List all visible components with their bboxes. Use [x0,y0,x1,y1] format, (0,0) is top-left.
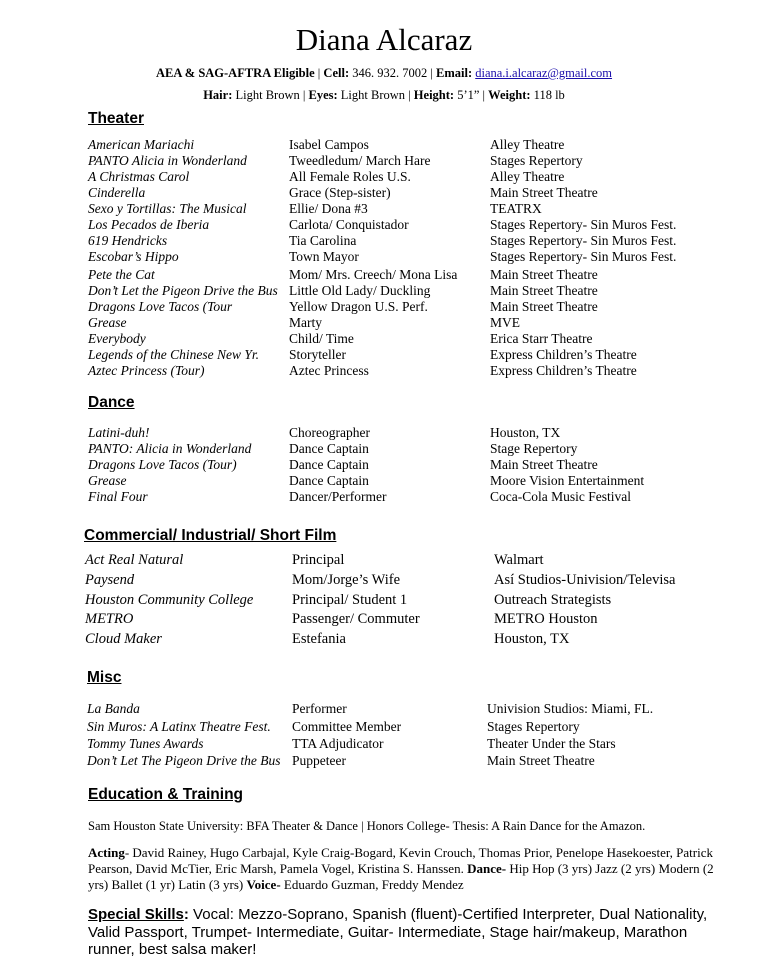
credit-title: METRO [85,611,134,627]
credit-role: Ellie/ Dona #3 [289,201,368,216]
credit-title: Aztec Princess (Tour) [88,363,205,378]
credit-venue: Main Street Theatre [490,457,598,472]
credit-title: Everybody [88,331,146,346]
dance-heading: Dance [88,394,135,411]
training-paragraph: Acting- David Rainey, Hugo Carbajal, Kyle Craig-Bogard, Kevin Crouch, Thomas Prior, Penelope Hasekoester, Patrick Pearson, David McTier, Eric Marsh, Pamela Vogel, Kristina S. Hanssen. Dance- Hip Hop (3 yrs) Jazz (2 yrs) Modern (2 yrs) Ballet (1 yr) Latin (3 yrs) Voice- Eduardo Guzman, Freddy Mendez [88,845,714,892]
theater-credit-row [0,347,768,363]
credit-title: Grease [88,473,127,488]
credit-title: Houston Community College [85,592,254,608]
credit-title: PANTO Alicia in Wonderland [88,153,247,168]
misc-credit-row [0,701,768,717]
credit-venue: Main Street Theatre [490,299,598,314]
theater-credit-row [0,363,768,379]
misc-credit-row [0,753,768,769]
credit-role: Puppeteer [292,753,346,768]
theater-credit-row [0,315,768,331]
credit-role: Tia Carolina [289,233,357,248]
credit-title: Final Four [88,489,148,504]
dance-credit-row [0,425,768,441]
credit-venue: METRO Houston [494,611,598,627]
credit-role: Estefania [292,631,346,647]
commercial-heading: Commercial/ Industrial/ Short Film [84,527,337,544]
credit-title: Los Pecados de Iberia [88,217,210,232]
credit-role: Principal/ Student 1 [292,592,408,608]
commercial-credit-row [0,552,768,568]
commercial-credit-row [0,631,768,647]
credit-role: Mom/Jorge’s Wife [292,572,401,588]
credit-venue: Stages Repertory [490,153,583,168]
cell-label: Cell: [323,66,350,80]
credit-role: Passenger/ Commuter [292,611,420,627]
theater-credit-row [0,169,768,185]
theater-credit-row [0,283,768,299]
credit-role: Storyteller [289,347,346,362]
credit-title: Paysend [85,572,135,588]
cell-number: 346. 932. 7002 | [349,66,436,80]
credit-role: Yellow Dragon U.S. Perf. [289,299,428,314]
credit-role: Isabel Campos [289,137,369,152]
misc-credit-row [0,736,768,752]
credit-venue: Univision Studios: Miami, FL. [487,701,654,716]
special-skills: Special Skills: Vocal: Mezzo-Soprano, Spanish (fluent)-Certified Interpreter, Dual Nationality, Valid Passport, Trumpet- Intermediate, Guitar- Intermediate, Stage hair/makeup, Marathon runner, best salsa maker! [88,906,708,958]
credit-venue: Main Street Theatre [490,185,598,200]
credit-title: 619 Hendricks [88,233,168,248]
credit-title: Grease [88,315,127,330]
misc-credit-row [0,719,768,735]
theater-credit-row [0,233,768,249]
credit-venue: TEATRX [490,201,542,216]
theater-credit-row [0,331,768,347]
credit-venue: Alley Theatre [490,169,565,184]
credit-title: Dragons Love Tacos (Tour [88,299,233,314]
credit-venue: Alley Theatre [490,137,565,152]
credit-venue: Main Street Theatre [490,283,598,298]
credit-venue: Erica Starr Theatre [490,331,593,346]
credit-title: La Banda [87,701,140,716]
misc-heading: Misc [87,669,122,686]
credit-role: Marty [289,315,322,330]
credit-venue: Main Street Theatre [490,267,598,282]
theater-credit-row [0,249,768,265]
credit-role: Tweedledum/ March Hare [289,153,431,168]
dance-credit-row [0,457,768,473]
credit-venue: Outreach Strategists [494,592,612,608]
credit-title: A Christmas Carol [88,169,190,184]
education-heading: Education & Training [88,786,244,803]
credit-role: Dance Captain [289,473,369,488]
credit-title: Legends of the Chinese New Yr. [88,347,259,362]
credit-venue: Stages Repertory- Sin Muros Fest. [490,233,677,248]
credit-title: Act Real Natural [85,552,184,568]
theater-credit-row [0,267,768,283]
credit-role: Committee Member [292,719,402,734]
dance-credit-row [0,473,768,489]
credit-venue: Stage Repertory [490,441,578,456]
credit-role: Mom/ Mrs. Creech/ Mona Lisa [289,267,458,282]
credit-venue: Houston, TX [490,425,561,440]
credit-title: Tommy Tunes Awards [87,736,204,751]
credit-venue: Coca-Cola Music Festival [490,489,631,504]
credit-role: Carlota/ Conquistador [289,217,409,232]
credit-venue: Stages Repertory- Sin Muros Fest. [490,249,677,264]
commercial-credit-row [0,572,768,588]
theater-heading: Theater [88,110,144,127]
theater-credit-row [0,185,768,201]
credit-venue: Walmart [494,552,544,568]
education-school: Sam Houston State University: BFA Theater & Dance | Honors College- Thesis: A Rain Dance for the Amazon. [88,819,646,833]
credit-title: Don’t Let the Pigeon Drive the Bus [88,283,278,298]
credit-title: Sexo y Tortillas: The Musical [88,201,247,216]
union-status: AEA & SAG-AFTRA Eligible [155,66,315,80]
credit-venue: Stages Repertory- Sin Muros Fest. [490,217,677,232]
credit-role: TTA Adjudicator [292,736,384,751]
physical-stats-line: Hair: Light Brown | Eyes: Light Brown | Height: 5’1” | Weight: 118 lb [203,88,565,102]
contact-line: AEA & SAG-AFTRA Eligible | Cell: 346. 932. 7002 | Email: diana.i.alcaraz@gmail.com [155,66,613,80]
theater-credit-row [0,217,768,233]
credit-role: Town Mayor [289,249,359,264]
credit-title: Cinderella [88,185,146,200]
credit-venue: Moore Vision Entertainment [490,473,645,488]
credit-role: Dancer/Performer [289,489,387,504]
credit-venue: Main Street Theatre [487,753,595,768]
credit-venue: Así Studios-Univision/Televisa [494,572,676,588]
credit-role: Dance Captain [289,441,369,456]
credit-title: Cloud Maker [85,631,162,647]
dance-credit-row [0,441,768,457]
credit-role: Child/ Time [289,331,354,346]
credit-title: Sin Muros: A Latinx Theatre Fest. [87,719,271,734]
credit-title: Escobar’s Hippo [88,249,179,264]
email-link[interactable]: diana.i.alcaraz@gmail.com [475,66,613,80]
resume-name: Diana Alcaraz [295,22,473,57]
commercial-credit-row [0,592,768,608]
credit-role: Aztec Princess [289,363,369,378]
credit-title: Dragons Love Tacos (Tour) [88,457,237,472]
email-label: Email: [436,66,473,80]
credit-title: Don’t Let The Pigeon Drive the Bus [87,753,281,768]
credit-role: Little Old Lady/ Duckling [289,283,431,298]
theater-credit-row [0,201,768,217]
credit-role: Performer [292,701,347,716]
theater-credit-row [0,137,768,153]
credit-venue: MVE [490,315,520,330]
credit-venue: Stages Repertory [487,719,580,734]
theater-credit-row [0,153,768,169]
credit-venue: Theater Under the Stars [487,736,616,751]
credit-venue: Express Children’s Theatre [490,347,637,362]
credit-role: Grace (Step-sister) [289,185,391,200]
credit-title: Latini-duh! [88,425,150,440]
credit-title: Pete the Cat [88,267,155,282]
credit-role: Choreographer [289,425,370,440]
credit-role: Principal [292,552,345,568]
credit-title: American Mariachi [88,137,195,152]
theater-credit-row [0,299,768,315]
credit-title: PANTO: Alicia in Wonderland [88,441,252,456]
credit-role: Dance Captain [289,457,369,472]
dance-credit-row [0,489,768,505]
credit-role: All Female Roles U.S. [289,169,411,184]
credit-venue: Houston, TX [494,631,570,647]
credit-venue: Express Children’s Theatre [490,363,637,378]
commercial-credit-row [0,611,768,627]
